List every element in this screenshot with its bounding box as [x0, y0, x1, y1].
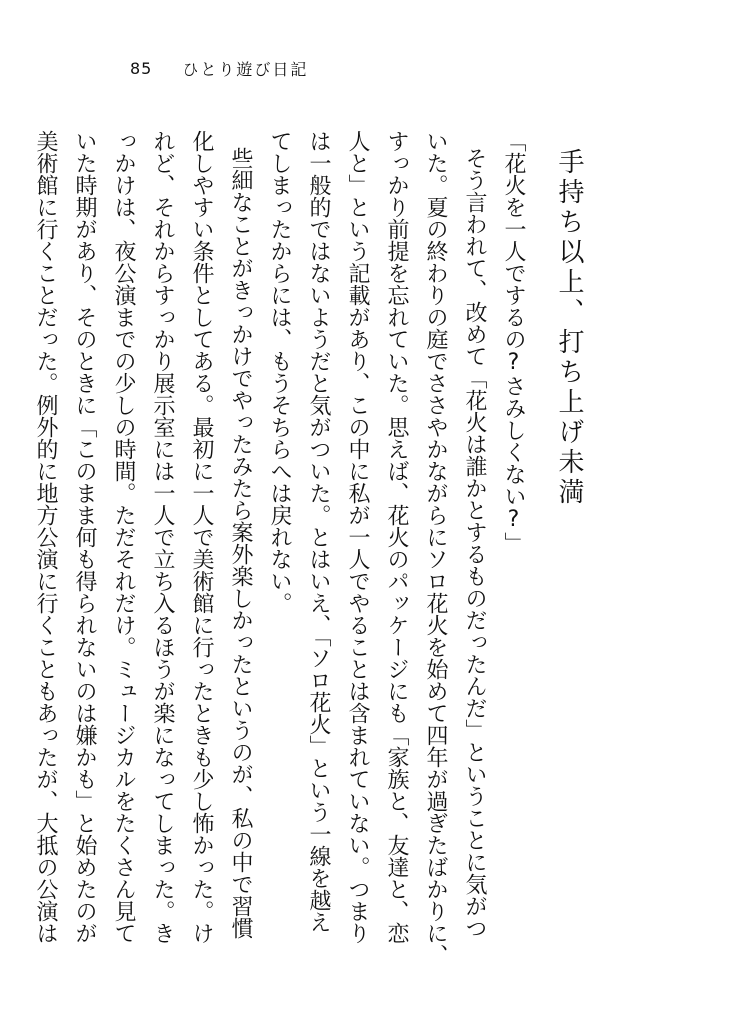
page-number: 85	[130, 58, 153, 78]
body-line: は一般的ではないようだと気がついた。とはいえ、「ソロ花火」という一線を越え	[306, 130, 331, 933]
body-line: 人と」という記載があり、この中に私が一人でやることは含まれていない。つまり	[345, 130, 370, 944]
book-title: ひとり遊び日記	[182, 59, 309, 79]
body-line: いた時期があり、そのときに「このまま何も得られないのは嫌かも」と始めたのが	[72, 130, 97, 944]
running-header	[130, 56, 308, 80]
body-line: てしまったからには、もうそちらへは戻れない。	[267, 130, 292, 614]
body-line: 「花火を一人でするの?さみしくない?」	[501, 130, 526, 554]
body-line: 化しやすい条件としてある。最初に一人で美術館に行ったときも少し怖かった。け	[189, 130, 214, 944]
body-line: 些細なことがきっかけでやったみたら案外楽しかったというのが、私の中で習慣	[228, 147, 253, 939]
body-line: っかけは、夜公演までの少しの時間。ただそれだけ。ミュージカルをたくさん見て	[111, 130, 136, 944]
body-line: 美術館に行くことだった。例外的に地方公演に行くこともあったが、大抵の公演は	[33, 130, 58, 944]
body-line: いた。夏の終わりの庭でささやかながらにソロ花火を始めて四年が過ぎたばかりに、	[423, 130, 448, 966]
body-line: そう言われて、改めて「花火は誰かとするものだったんだ」ということに気がつ	[462, 147, 487, 939]
body-line: れど、それからすっかり展示室には一人で立ち入るほうが楽になってしまった。き	[150, 130, 175, 944]
section-title: 手持ち以上、打ち上げ未満	[554, 148, 584, 508]
body-line: すっかり前提を忘れていた。思えば、花火のパッケージにも「家族と、友達と、恋	[384, 130, 409, 944]
